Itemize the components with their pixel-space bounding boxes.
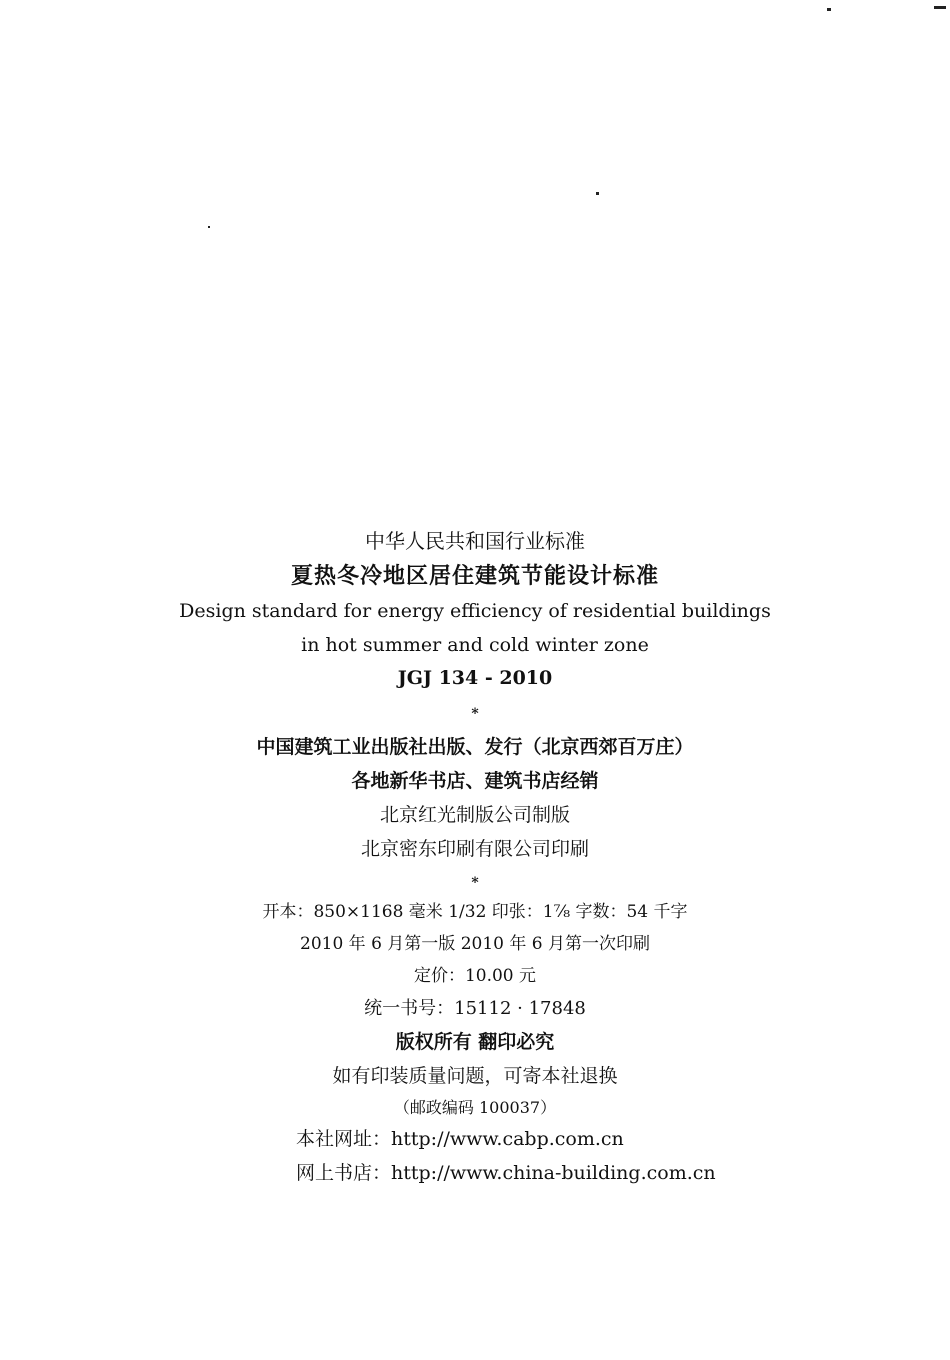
title-english-line2: in hot summer and cold winter zone xyxy=(301,634,649,656)
scan-speck xyxy=(934,6,946,9)
title-chinese: 夏热冬冷地区居住建筑节能设计标准 xyxy=(290,563,659,589)
title-english-line1: Design standard for energy efficiency of residential buildings xyxy=(179,600,771,622)
typesetter-line: 北京红光制版公司制版 xyxy=(379,804,570,826)
publisher-website: 本社网址：http://www.cabp.com.cn xyxy=(296,1128,624,1150)
separator-star: * xyxy=(471,875,479,891)
publisher-line: 中国建筑工业出版社出版、发行（北京西郊百万庄） xyxy=(256,736,694,758)
isbn-line: 统一书号：15112 · 17848 xyxy=(364,998,586,1019)
scan-speck xyxy=(827,8,831,11)
returns-line: 如有印装质量问题，可寄本社退换 xyxy=(332,1065,618,1087)
standard-code: JGJ 134 - 2010 xyxy=(397,667,553,689)
postal-code-line: （邮政编码 100037） xyxy=(393,1098,557,1117)
edition-line: 2010 年 6 月第一版 2010 年 6 月第一次印刷 xyxy=(300,934,650,954)
copyright-line: 版权所有 翻印必究 xyxy=(395,1031,555,1053)
separator-star: * xyxy=(471,706,479,722)
distributor-line: 各地新华书店、建筑书店经销 xyxy=(351,770,599,792)
online-bookstore: 网上书店：http://www.china-building.com.cn xyxy=(296,1162,716,1184)
scan-speck xyxy=(208,226,210,228)
scan-speck xyxy=(596,192,599,195)
standard-series: 中华人民共和国行业标准 xyxy=(365,529,585,553)
format-line: 开本：850×1168 毫米 1/32 印张：1⅞ 字数：54 千字 xyxy=(262,902,688,922)
printer-line: 北京密东印刷有限公司印刷 xyxy=(360,838,589,860)
price-line: 定价：10.00 元 xyxy=(413,966,537,986)
